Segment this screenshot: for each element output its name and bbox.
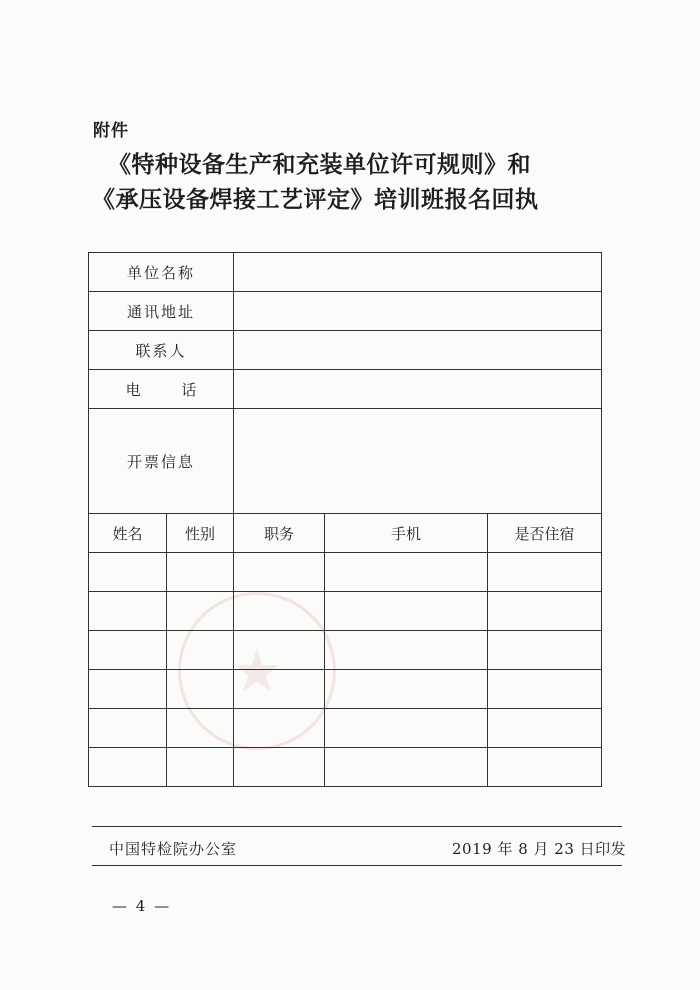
roster-cell-accommodation[interactable] bbox=[488, 592, 602, 631]
roster-cell-gender[interactable] bbox=[167, 670, 234, 709]
issuer-text: 中国特检院办公室 bbox=[109, 840, 238, 858]
roster-cell-accommodation[interactable] bbox=[488, 553, 602, 592]
attachment-label: 附件 bbox=[93, 121, 129, 141]
header-accommodation: 是否住宿 bbox=[488, 514, 602, 553]
seal-star-icon: ★ bbox=[231, 637, 283, 705]
roster-cell-mobile[interactable] bbox=[325, 670, 488, 709]
registration-form-table bbox=[88, 252, 602, 787]
roster-cell-gender[interactable] bbox=[167, 592, 234, 631]
header-position: 职务 bbox=[234, 514, 325, 553]
roster-cell-position[interactable] bbox=[234, 553, 325, 592]
roster-cell-name[interactable] bbox=[89, 709, 167, 748]
address-row bbox=[89, 292, 602, 331]
roster-cell-position[interactable] bbox=[234, 631, 325, 670]
roster-cell-mobile[interactable] bbox=[325, 709, 488, 748]
roster-cell-accommodation[interactable] bbox=[488, 748, 602, 787]
roster-cell-gender[interactable] bbox=[167, 553, 234, 592]
table-row bbox=[89, 631, 602, 670]
roster-cell-position[interactable] bbox=[234, 670, 325, 709]
table-row bbox=[89, 592, 602, 631]
header-mobile: 手机 bbox=[325, 514, 488, 553]
phone-field[interactable] bbox=[234, 370, 602, 409]
footer-bottom-rule bbox=[92, 865, 622, 866]
unit-name-field[interactable] bbox=[234, 253, 602, 292]
roster-cell-name[interactable] bbox=[89, 592, 167, 631]
table-row bbox=[89, 553, 602, 592]
roster-cell-name[interactable] bbox=[89, 670, 167, 709]
phone-label: 电 话 bbox=[89, 370, 234, 409]
table-row bbox=[89, 748, 602, 787]
issue-date-text: 2019 年 8 月 23 日印发 bbox=[452, 840, 627, 858]
unit-name-label: 单位名称 bbox=[89, 253, 234, 292]
roster-cell-position[interactable] bbox=[234, 709, 325, 748]
roster-cell-name[interactable] bbox=[89, 553, 167, 592]
phone-row bbox=[89, 370, 602, 409]
roster-cell-position[interactable] bbox=[234, 748, 325, 787]
roster-cell-accommodation[interactable] bbox=[488, 631, 602, 670]
header-gender: 性别 bbox=[167, 514, 234, 553]
table-row bbox=[89, 670, 602, 709]
contact-row bbox=[89, 331, 602, 370]
roster-cell-mobile[interactable] bbox=[325, 553, 488, 592]
roster-header-row bbox=[89, 514, 602, 553]
roster-cell-mobile[interactable] bbox=[325, 631, 488, 670]
page-number: — 4 — bbox=[112, 897, 172, 915]
roster-cell-gender[interactable] bbox=[167, 748, 234, 787]
address-field[interactable] bbox=[234, 292, 602, 331]
invoice-field[interactable] bbox=[234, 409, 602, 514]
address-label: 通讯地址 bbox=[89, 292, 234, 331]
roster-cell-accommodation[interactable] bbox=[488, 670, 602, 709]
table-row bbox=[89, 709, 602, 748]
roster-cell-mobile[interactable] bbox=[325, 592, 488, 631]
invoice-label: 开票信息 bbox=[89, 409, 234, 514]
roster-cell-gender[interactable] bbox=[167, 631, 234, 670]
roster-cell-position[interactable] bbox=[234, 592, 325, 631]
document-title-line-1: 《特种设备生产和充装单位许可规则》和 bbox=[108, 151, 531, 178]
document-title-line-2: 《承压设备焊接工艺评定》培训班报名回执 bbox=[92, 186, 539, 213]
roster-cell-mobile[interactable] bbox=[325, 748, 488, 787]
roster-cell-gender[interactable] bbox=[167, 709, 234, 748]
invoice-row bbox=[89, 409, 602, 514]
unit-name-row bbox=[89, 253, 602, 292]
header-name: 姓名 bbox=[89, 514, 167, 553]
roster-cell-accommodation[interactable] bbox=[488, 709, 602, 748]
contact-field[interactable] bbox=[234, 331, 602, 370]
roster-cell-name[interactable] bbox=[89, 748, 167, 787]
footer-top-rule bbox=[92, 826, 622, 827]
roster-cell-name[interactable] bbox=[89, 631, 167, 670]
contact-label: 联系人 bbox=[89, 331, 234, 370]
